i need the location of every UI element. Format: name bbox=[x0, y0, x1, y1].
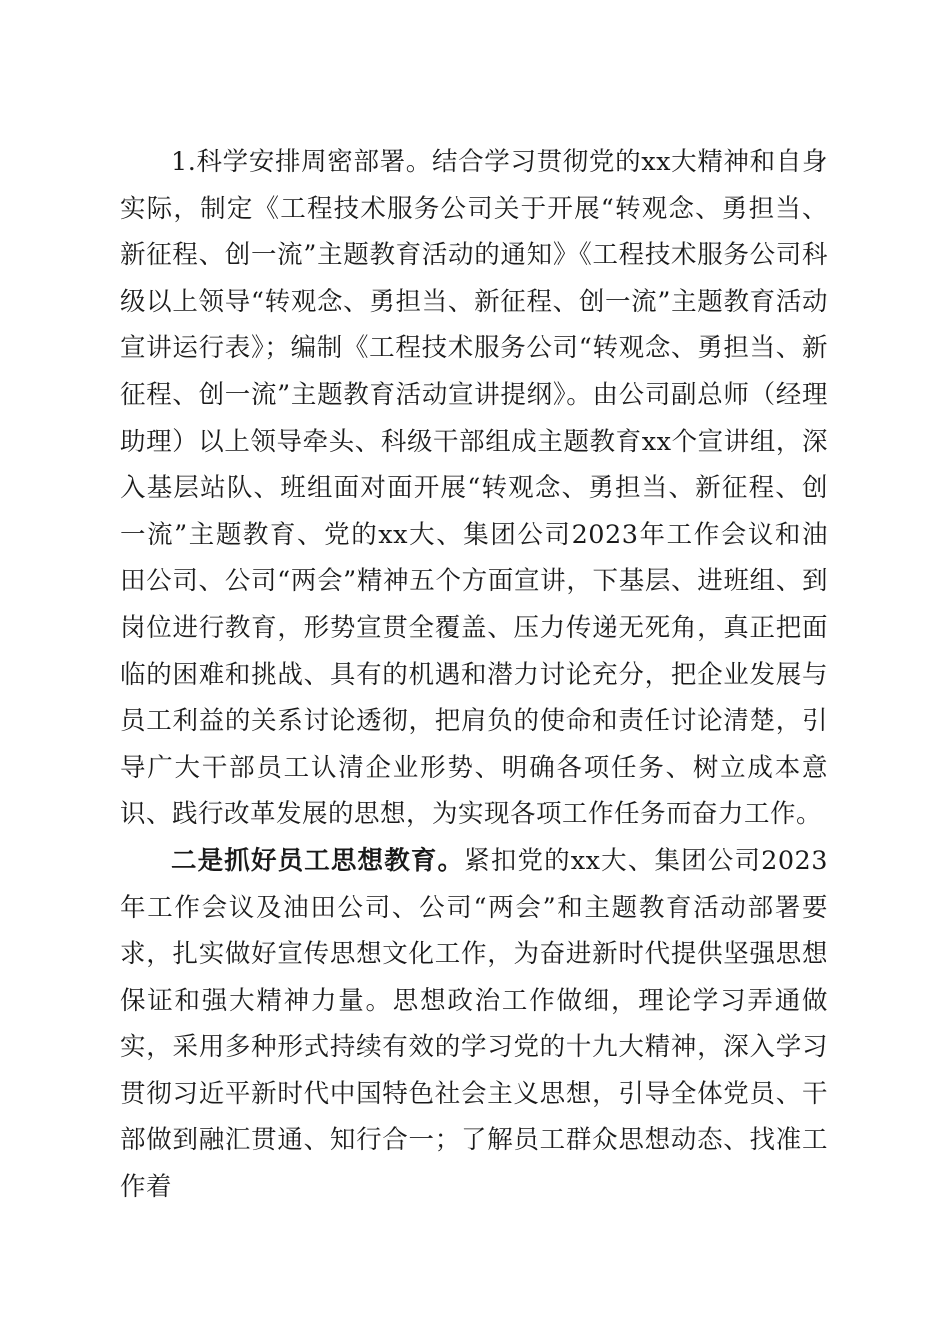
paragraph-2-text: 紧扣党的xx大、集团公司2023年工作会议及油田公司、公司“两会”和主题教育活动部署要求，扎实做好宣传思想文化工作，为奋进新时代提供坚强思想保证和强大精神力量。思想政治工作做细，理论学习弄通做实，采用多种形式持续有效的学习党的十九大精神，深入学习贯彻习近平新时代中国特色社会主义思想，引导全体党员、干部做到融汇贯通、知行合一；了解员工群众思想动态、找准工作着 bbox=[120, 845, 828, 1203]
paragraph-2-lead: 二是抓好员工思想教育。 bbox=[171, 845, 465, 876]
paragraph-1 bbox=[120, 139, 828, 838]
document-page bbox=[120, 139, 828, 1211]
paragraph-2 bbox=[120, 838, 828, 1211]
paragraph-1-text: 1.科学安排周密部署。结合学习贯彻党的xx大精神和自身实际，制定《工程技术服务公司关于开展“转观念、勇担当、新征程、创一流”主题教育活动的通知》《工程技术服务公司科级以上领导“转观念、勇担当、新征程、创一流”主题教育活动宣讲运行表》；编制《工程技术服务公司“转观念、勇担当、新征程、创一流”主题教育活动宣讲提纲》。由公司副总师（经理助理）以上领导牵头、科级干部组成主题教育xx个宣讲组，深入基层站队、班组面对面开展“转观念、勇担当、新征程、创一流”主题教育、党的xx大、集团公司2023年工作会议和油田公司、公司“两会”精神五个方面宣讲，下基层、进班组、到岗位进行教育，形势宣贯全覆盖、压力传递无死角，真正把面临的困难和挑战、具有的机遇和潜力讨论充分，把企业发展与员工利益的关系讨论透彻，把肩负的使命和责任讨论清楚，引导广大干部员工认清企业形势、明确各项任务、树立成本意识、践行改革发展的思想，为实现各项工作任务而奋力工作。 bbox=[120, 147, 828, 830]
